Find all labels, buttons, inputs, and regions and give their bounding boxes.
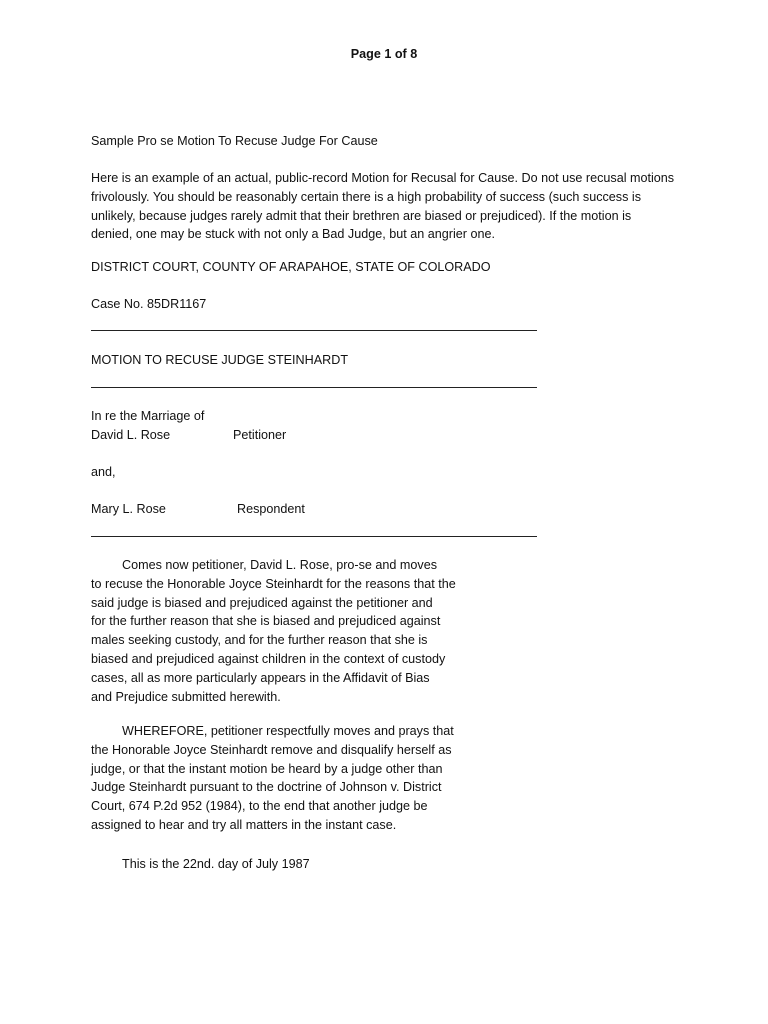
intro-line: frivolously. You should be reasonably certain there is a high probability of success (such success is [91, 189, 641, 204]
paragraph-line: for the further reason that she is biased and prejudiced against [91, 614, 441, 629]
court-heading: DISTRICT COURT, COUNTY OF ARAPAHOE, STATE OF COLORADO [91, 260, 491, 274]
paragraph-line: males seeking custody, and for the further reason that she is [91, 633, 428, 648]
case-number: Case No. 85DR1167 [91, 297, 207, 311]
paragraph-line: judge, or that the instant motion be heard by a judge other than [91, 761, 443, 776]
caption-and: and, [91, 465, 116, 479]
respondent-role: Respondent [237, 502, 305, 516]
wherefore-paragraph [91, 722, 466, 835]
paragraph-line: Comes now petitioner, David L. Rose, pro-se and moves [122, 558, 437, 572]
intro-line: Here is an example of an actual, public-record Motion for Recusal for Cause. Do not use recusal motions [91, 171, 675, 185]
paragraph-line: Judge Steinhardt pursuant to the doctrine of Johnson v. District [91, 780, 442, 795]
petitioner-name: David L. Rose [91, 427, 171, 442]
intro-paragraph [91, 169, 674, 244]
paragraph-line: assigned to hear and try all matters in the instant case. [91, 817, 397, 832]
paragraph-line: and Prejudice submitted herewith. [91, 689, 281, 704]
paragraph-line: the Honorable Joyce Steinhardt remove and disqualify herself as [91, 742, 452, 757]
motion-paragraph-1 [91, 556, 466, 706]
document-title: Sample Pro se Motion To Recuse Judge For Cause [91, 134, 378, 148]
divider-line [91, 387, 537, 388]
intro-line: unlikely, because judges rarely admit that their brethren are biased or prejudiced). If the motion is [91, 208, 632, 223]
case-caption [91, 407, 287, 445]
paragraph-line: to recuse the Honorable Joyce Steinhardt for the reasons that the [91, 576, 456, 591]
page-number-header: Page 1 of 8 [350, 47, 418, 61]
intro-line: denied, one may be stuck with not only a Bad Judge, but an angrier one. [91, 227, 495, 242]
respondent-name: Mary L. Rose [91, 502, 166, 516]
petitioner-row [91, 426, 287, 445]
petitioner-role: Petitioner [233, 427, 287, 442]
paragraph-line: cases, all as more particularly appears in the Affidavit of Bias [91, 670, 430, 685]
paragraph-line: WHEREFORE, petitioner respectfully moves and prays that [122, 724, 454, 738]
caption-in-re: In re the Marriage of [91, 409, 205, 423]
motion-title: MOTION TO RECUSE JUDGE STEINHARDT [91, 353, 349, 367]
paragraph-line: biased and prejudiced against children in the context of custody [91, 651, 446, 666]
paragraph-line: said judge is biased and prejudiced against the petitioner and [91, 595, 433, 610]
date-line: This is the 22nd. day of July 1987 [122, 857, 310, 871]
divider-line [91, 330, 537, 331]
paragraph-line: Court, 674 P.2d 952 (1984), to the end that another judge be [91, 799, 428, 814]
divider-line [91, 536, 537, 537]
